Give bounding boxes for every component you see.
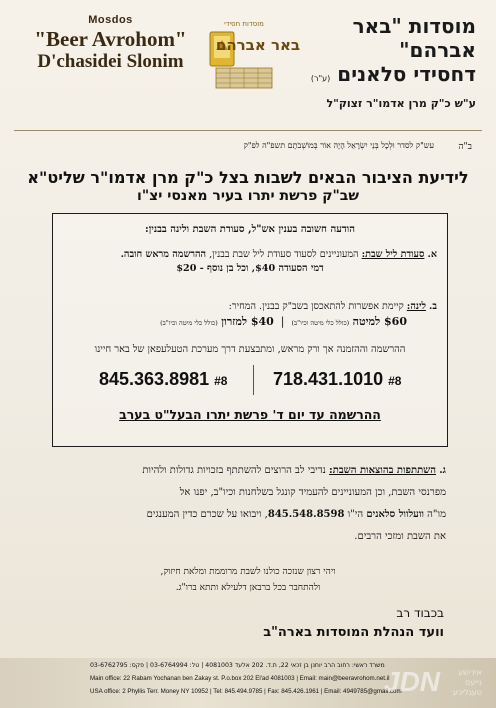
- box-intro: הודעה חשובה בענין אש"ל, סעודת השבת ולינה בבנין:: [145, 224, 355, 235]
- section-g-line1: [50, 460, 446, 482]
- section-a-text: המעוניינים לסעוד סעודת ליל שבת בבנין,: [209, 249, 359, 260]
- section-b-text: קיימת אפשרות להתאכסן בשב"ק בבנין. המחיר:: [228, 301, 404, 312]
- section-b-prices: $60 למיטה (כולל כלי מיטה וכיו"ב) | $40 למזרון (כולל כלי מיטה וכיו"ב): [160, 315, 407, 328]
- header-he-line2: [286, 62, 476, 91]
- beer-avrohom-logo: [206, 10, 301, 100]
- phone-right-number: 718.431.1010: [273, 369, 384, 389]
- phone-numbers: [53, 363, 447, 399]
- mattress-price-note: (כולל כלי מיטה וכיו"ב): [160, 319, 218, 327]
- info-box: [52, 213, 448, 447]
- phone-right-ext: #8: [388, 374, 402, 388]
- section-g-text2: מפרנסי השבת, וכן המעוניינים להעמיד קונגל בשלחנות וכיו"ב, יפנו אל: [179, 487, 446, 498]
- closing-line1: ויהי רצון שנזכה כולנו לשבת מרוממת ומלאת חיזוק,: [160, 567, 336, 577]
- section-g-line3: [50, 504, 446, 526]
- section-a-letter: א.: [427, 249, 437, 260]
- section-b-letter: ב.: [429, 301, 437, 312]
- section-g-text3b: הי"ו: [347, 509, 364, 520]
- header-he-line3: ע"ש כ"ק מרן אדמו"ר זצוק"ל: [326, 97, 476, 110]
- watermark-logo-text: JDN: [384, 666, 441, 697]
- footer-line1: משרד ראשי: רחוב הרב יוחנן בן זכאי 22, ת.ד. 202 אלעד 4081003 | טל: 03-6764994 | פקס: 03-6762795: [90, 662, 385, 669]
- section-g-text3a: מו"ה: [427, 509, 446, 520]
- registration-deadline: ההרשמה עד יום ד' פרשת יתרו הבעל"ט בערב: [119, 407, 381, 422]
- section-g-text1: נדיבי לב הרוצים להשתתף בזכויות גדולות ולהיות: [142, 465, 326, 476]
- contact-name: וועלוול סלאנים: [366, 509, 424, 520]
- contact-phone[interactable]: 845.548.8598: [267, 509, 345, 520]
- announcement-title-line1: לידיעת הציבור הבאים לשבות בצל כ"ק מרן אדמו"ר שליט"א: [27, 168, 469, 187]
- section-a-bold: ההרשמה מראש חובה.: [120, 249, 206, 260]
- section-b-label: לינה:: [406, 301, 426, 312]
- section-g: [50, 460, 446, 548]
- phone-left-ext: #8: [214, 374, 228, 388]
- section-a-price: דמי הסעודה $40, וכל בן נוסף - $20: [176, 263, 324, 274]
- closing-line2: ולהתחבר בכל ברבאן דלעילא ותתא ברו"ג.: [175, 583, 321, 593]
- bed-price: $60 למיטה: [352, 315, 407, 328]
- footer-line2: Main office: 22 Rabam Yochanan ben Zakay st. P.o.box 202 El'ad 4081003 | Email: main@beeravrohom.net.il: [90, 675, 390, 682]
- section-a-line1: [61, 247, 437, 262]
- header-divider: [14, 130, 482, 131]
- header-hebrew-block: [286, 14, 476, 110]
- mattress-price: $40 למזרון: [221, 315, 274, 328]
- phone-right[interactable]: [273, 369, 401, 390]
- respect-line: בכבוד רב: [396, 606, 444, 620]
- bsd-mark: ב"ה: [458, 142, 472, 152]
- section-g-text4: את השבת ומזכי הרבים.: [354, 531, 446, 542]
- section-g-label: השתתפות בהוצאות השבת:: [329, 465, 437, 476]
- closing-blessing: [0, 564, 496, 596]
- section-b-line1: [61, 299, 437, 314]
- section-g-letter: ג.: [439, 465, 446, 476]
- section-a-label: סעודת ליל שבת:: [361, 249, 425, 260]
- header-english-block: [18, 14, 203, 73]
- date-verse: עש"ק לסדר וּלְכָל בְּנֵי יִשְׂרָאֵל הָיָה אוֹר בְּמוֹשְׁבֹתָם תשפ"ה לפ"ק: [243, 141, 434, 150]
- logo-main-text: באר אברהם: [215, 36, 301, 54]
- bed-price-note: (כולל כלי מיטה וכיו"ב): [291, 319, 350, 327]
- announcement-title-line2: שב"ק פרשת יתרו בעיר מאנסי יצ"ו: [137, 188, 359, 204]
- header-en-line3: D'chasidei Slonim: [37, 51, 184, 72]
- header-en-line2: "Beer Avrohom": [34, 27, 187, 51]
- signature: וועד הנהלת המוסדות בארה"ב: [263, 625, 444, 640]
- jdn-watermark: [384, 666, 484, 704]
- phone-left-number: 845.363.8981: [99, 369, 210, 389]
- logo-top-text: מוסדות חסידי: [224, 20, 264, 28]
- header-he-line2-suffix: (ע"ר): [310, 74, 331, 83]
- watermark-small-text: אידישע נייעס טעגליכע: [452, 668, 482, 697]
- section-g-text3c: , ויבואו על שכרם כדין המענגים: [146, 509, 268, 520]
- header-he-line1: מוסדות "באר אברהם": [352, 14, 476, 62]
- phone-left[interactable]: [99, 369, 227, 390]
- header-en-line1: Mosdos: [88, 14, 133, 26]
- header-he-line2-text: דחסידי סלאנים: [337, 62, 476, 86]
- phone-separator: [253, 365, 254, 395]
- footer-line3: USA office: 2 Phyllis Terr. Money NY 10952 | Tel: 845.494.9785 | Fax: 845.426.1961 | Email: 4949785@gmail.com: [90, 688, 402, 695]
- registration-note: ההרשמה וההזמנה אך ורק מראש, ומתבצעת דרך מערכת הטעלעפאן של באר חיינו: [94, 344, 406, 355]
